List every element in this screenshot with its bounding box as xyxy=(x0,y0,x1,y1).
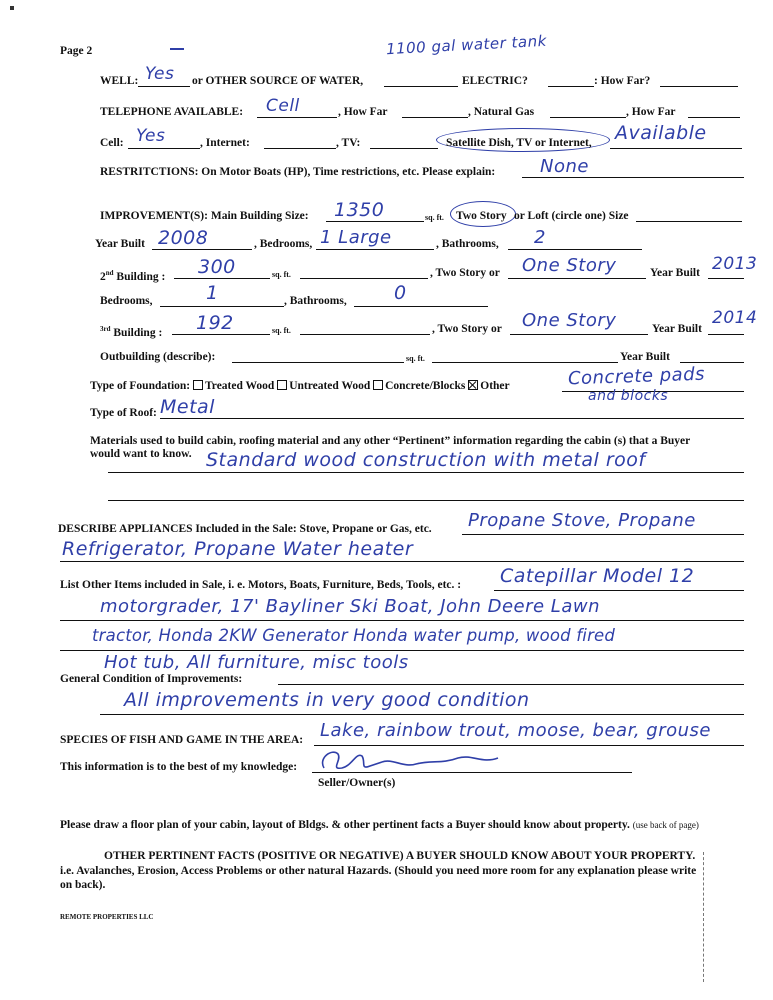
main-year-line[interactable] xyxy=(152,249,252,250)
second-year-line[interactable] xyxy=(708,278,744,279)
restrictions-line[interactable] xyxy=(522,177,744,178)
third-story-label: , Two Story or xyxy=(432,323,502,335)
third-story-value: One Story xyxy=(522,310,617,331)
telephone-label: TELEPHONE AVAILABLE: xyxy=(100,106,244,118)
main-bathrooms-value: 2 xyxy=(534,227,546,248)
materials-line-2[interactable] xyxy=(108,500,744,501)
page-number: Page 2 xyxy=(60,45,93,57)
satellite-line[interactable] xyxy=(610,148,742,149)
internet-line[interactable] xyxy=(264,148,336,149)
main-size-line[interactable] xyxy=(326,221,424,222)
general-condition-label: General Condition of Improvements: xyxy=(60,673,243,685)
other-items-label: List Other Items included in Sale, i. e. Motors, Boats, Furniture, Beds, Tools, etc. : xyxy=(60,579,462,591)
outbuilding-line[interactable] xyxy=(232,362,404,363)
second-bedrooms-value: 1 xyxy=(206,282,219,304)
knowledge-label: This information is to the best of my knowledge: xyxy=(60,761,298,773)
second-bathrooms-value: 0 xyxy=(394,282,407,304)
natural-gas-label: , Natural Gas xyxy=(468,106,535,118)
third-size-line[interactable] xyxy=(172,334,270,335)
second-building-label: 2nd Building : xyxy=(100,269,166,283)
third-building-label: $^{3rd}$ Building : xyxy=(100,325,163,339)
third-year-value: 2014 xyxy=(712,308,758,328)
second-bedrooms-line[interactable] xyxy=(160,306,284,307)
general-condition-line-2[interactable] xyxy=(100,714,744,715)
foundation-value-line1: Concrete pads xyxy=(567,363,706,390)
treated-wood-checkbox[interactable] xyxy=(193,380,203,390)
third-year-line[interactable] xyxy=(708,334,744,335)
main-bedrooms-label: , Bedrooms, xyxy=(254,238,313,250)
main-size-value: 1350 xyxy=(334,199,385,221)
main-year-value: 2008 xyxy=(158,227,209,249)
gas-how-far-line[interactable] xyxy=(688,117,740,118)
other-water-line[interactable] xyxy=(384,86,458,87)
pertinent-heading: OTHER PERTINENT FACTS (POSITIVE OR NEGATIVE) A BUYER SHOULD KNOW ABOUT YOUR PROPERTY. xyxy=(104,850,696,862)
foundation-label: Type of Foundation: xyxy=(90,380,191,392)
second-story-value: One Story xyxy=(522,255,617,276)
materials-label-1: Materials used to build cabin, roofing material and any other “Pertinent” information regarding the cabin (s) that a Buyer xyxy=(90,435,691,447)
tv-label: , TV: xyxy=(336,137,361,149)
footer-company: REMOTE PROPERTIES LLC xyxy=(60,913,154,921)
second-bedrooms-label: Bedrooms, xyxy=(100,295,153,307)
other-items-line-3[interactable] xyxy=(60,650,744,651)
electric-how-far-label: : How Far? xyxy=(594,75,651,87)
natural-gas-line[interactable] xyxy=(550,117,626,118)
third-sqft-extra-line[interactable] xyxy=(300,334,430,335)
main-year-label: Year Built xyxy=(95,238,145,250)
species-value: Lake, rainbow trout, moose, bear, grouse xyxy=(320,720,711,741)
materials-value: Standard wood construction with metal roof xyxy=(206,449,646,471)
second-sqft-extra-line[interactable] xyxy=(300,278,428,279)
second-size-line[interactable] xyxy=(174,278,270,279)
electric-how-far-line[interactable] xyxy=(660,86,738,87)
telephone-value: Cell xyxy=(266,96,300,116)
loft-label: or Loft (circle one) Size xyxy=(514,210,629,222)
second-year-label: Year Built xyxy=(650,267,700,279)
roof-label: Type of Roof: xyxy=(90,407,157,419)
other-items-value-1: Catepillar Model 12 xyxy=(500,565,695,587)
scan-dot xyxy=(10,6,14,10)
foundation-value-line2: and blocks xyxy=(588,388,669,404)
other-label: Other xyxy=(480,380,510,392)
main-sqft-label: sq. ft. xyxy=(425,213,444,222)
third-year-label: Year Built xyxy=(652,323,702,335)
untreated-wood-checkbox[interactable] xyxy=(277,380,287,390)
second-bathrooms-line[interactable] xyxy=(354,306,488,307)
second-year-value: 2013 xyxy=(712,254,758,274)
other-water-label: or OTHER SOURCE OF WATER, xyxy=(192,75,364,87)
restrictions-label: RESTRITCTIONS: On Motor Boats (HP), Time restrictions, etc. Please explain: xyxy=(100,166,496,178)
other-water-value: 1100 gal water tank xyxy=(385,31,548,59)
second-sqft-label: sq. ft. xyxy=(272,270,291,279)
third-sqft-label: sq. ft. xyxy=(272,326,291,335)
cell-label: Cell: xyxy=(100,137,124,149)
main-bedrooms-value: 1 Large xyxy=(320,227,392,248)
appliances-line-1[interactable] xyxy=(462,534,744,535)
materials-label-2: would want to know. xyxy=(90,448,192,460)
third-story-line[interactable] xyxy=(510,334,648,335)
concrete-blocks-label: Concrete/Blocks xyxy=(385,380,466,392)
second-size-value: 300 xyxy=(198,256,236,278)
internet-label: , Internet: xyxy=(200,137,250,149)
second-story-line[interactable] xyxy=(508,278,646,279)
improvement-label: IMPROVEMENT(S): Main Building Size: xyxy=(100,210,309,222)
other-items-value-2: motorgrader, 17' Bayliner Ski Boat, John Deere Lawn xyxy=(100,596,600,617)
pen-mark xyxy=(170,48,184,50)
seller-owner-label: Seller/Owner(s) xyxy=(318,777,396,789)
concrete-blocks-checkbox[interactable] xyxy=(373,380,383,390)
loft-size-line[interactable] xyxy=(636,221,742,222)
general-condition-value: All improvements in very good condition xyxy=(124,689,530,711)
electric-line[interactable] xyxy=(548,86,594,87)
species-label: SPECIES OF FISH AND GAME IN THE AREA: xyxy=(60,734,304,746)
roof-line[interactable] xyxy=(160,418,744,419)
cell-line[interactable] xyxy=(128,148,200,149)
other-checkbox-checked[interactable] xyxy=(468,380,478,390)
roof-value: Metal xyxy=(160,396,215,418)
pertinent-text-1: i.e. Avalanches, Erosion, Access Problems or other natural Hazards. (Should you need more room for any explanation please write xyxy=(60,865,697,877)
outbuilding-label: Outbuilding (describe): xyxy=(100,351,216,363)
two-story-label: Two Story xyxy=(456,210,507,222)
materials-line-1[interactable] xyxy=(108,472,744,473)
electric-label: ELECTRIC? xyxy=(462,75,528,87)
well-line[interactable] xyxy=(138,86,190,87)
outbuilding-year-line[interactable] xyxy=(680,362,744,363)
tv-line[interactable] xyxy=(370,148,438,149)
second-story-label: , Two Story or xyxy=(430,267,500,279)
telephone-line[interactable] xyxy=(257,117,337,118)
appliances-value-2: Refrigerator, Propane Water heater xyxy=(62,538,414,560)
well-label: WELL: xyxy=(100,75,139,87)
floor-plan-text: Please draw a floor plan of your cabin, layout of Bldgs. & other pertinent facts a Buyer should know about property. (use back of page) xyxy=(60,819,699,831)
gas-how-far-label: , How Far xyxy=(626,106,676,118)
telephone-how-far-line[interactable] xyxy=(402,117,468,118)
other-items-value-4: Hot tub, All furniture, misc tools xyxy=(104,652,409,673)
appliances-line-2[interactable] xyxy=(60,561,744,562)
third-size-value: 192 xyxy=(196,312,234,334)
cell-value: Yes xyxy=(136,126,166,146)
treated-wood-label: Treated Wood xyxy=(204,380,275,392)
satellite-value: Available xyxy=(615,122,707,144)
signature-scribble xyxy=(312,746,522,776)
scan-artifact-line xyxy=(703,852,704,982)
appliances-label: DESCRIBE APPLIANCES Included in the Sale: Stove, Propane or Gas, etc. xyxy=(58,523,432,535)
outbuilding-year-label: Year Built xyxy=(620,351,670,363)
other-items-line-1[interactable] xyxy=(494,590,744,591)
appliances-value-1: Propane Stove, Propane xyxy=(468,510,696,531)
other-items-value-3: tractor, Honda 2KW Generator Honda water pump, wood fired xyxy=(92,626,616,645)
well-value: Yes xyxy=(145,64,175,84)
second-bathrooms-label: , Bathrooms, xyxy=(284,295,347,307)
foundation-row xyxy=(90,379,510,393)
main-bathrooms-label: , Bathrooms, xyxy=(436,238,499,250)
main-bedrooms-line[interactable] xyxy=(316,249,434,250)
pertinent-text-2: on back). xyxy=(60,879,106,891)
outbuilding-sqft-line[interactable] xyxy=(432,362,618,363)
restrictions-value: None xyxy=(540,156,589,177)
outbuilding-sqft-label: sq. ft. xyxy=(406,354,425,363)
untreated-wood-label: Untreated Wood xyxy=(289,380,371,392)
other-items-line-2[interactable] xyxy=(60,620,744,621)
main-bathrooms-line[interactable] xyxy=(508,249,642,250)
telephone-how-far-label: , How Far xyxy=(338,106,388,118)
general-condition-line-1[interactable] xyxy=(278,684,744,685)
satellite-label: Satellite Dish, TV or Internet, xyxy=(446,137,592,149)
